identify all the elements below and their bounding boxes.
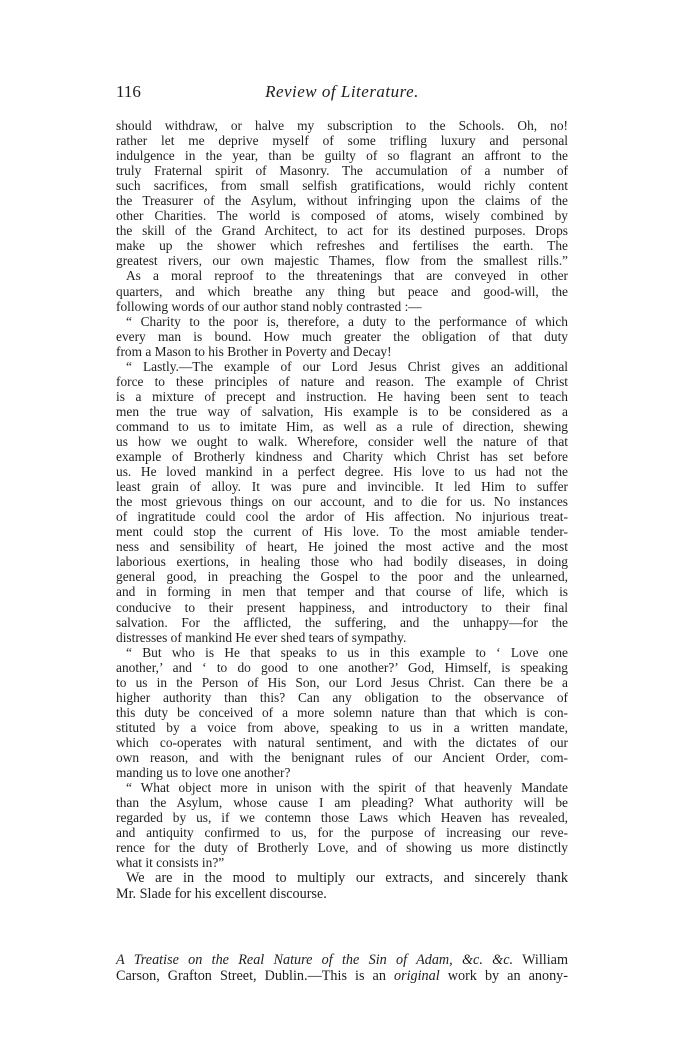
- text-line: own reason, and with the benignant rules of our Ancient Order, com-: [116, 749, 568, 765]
- text-line: We are in the mood to multiply our extracts, and sincerely thank: [126, 870, 568, 887]
- text-line: such sacrifices, from small selfish gratifications, would richly content: [116, 178, 568, 194]
- text-line: general good, in preaching the Gospel to the poor and the unlearned,: [116, 569, 568, 585]
- text-line: regarded by us, if we contemn those Laws which Heaven has revealed,: [116, 810, 568, 826]
- text-line: example of Brotherly kindness and Charity which Christ has set before: [116, 449, 568, 465]
- text-line: following words of our author stand nobly contrasted :—: [116, 298, 422, 314]
- text-line: us how we ought to walk. Wherefore, consider well the nature of that: [116, 433, 568, 449]
- text-line: ment could stop the current of His love. To the most amiable tender-: [116, 524, 568, 540]
- text-line: [116, 952, 568, 968]
- text-line: the most grievous things on our account, and to die for us. No instances: [116, 494, 568, 510]
- body-text: [116, 118, 568, 902]
- text-line: is a mixture of precept and instruction. He having been sent to teach: [116, 388, 568, 404]
- text-line: force to these principles of nature and reason. The example of Christ: [116, 373, 568, 389]
- running-title: Review of Literature.: [265, 82, 419, 101]
- text-line: another,’ and ‘ to do good to one another?’ God, Himself, is speaking: [116, 659, 568, 675]
- closing-review: [116, 952, 568, 984]
- text-line: quarters, and which breathe any thing but peace and good-will, the: [116, 283, 568, 299]
- text-line: higher authority than this? Can any obligation to the observance of: [116, 689, 568, 705]
- text-line: salvation. For the afflicted, the suffering, and the unhappy—for the: [116, 614, 568, 630]
- text-line: “ What object more in unison with the spirit of that heavenly Mandate: [126, 780, 568, 796]
- text-line: the Treasurer of the Asylum, without infringing upon the claims of the: [116, 193, 568, 209]
- text-line: from a Mason to his Brother in Poverty and Decay!: [116, 343, 392, 359]
- text-line: this duty be conceived of a more solemn nature than that which is con-: [116, 704, 568, 720]
- text-line: men the true way of salvation, His example is to be considered as a: [116, 403, 568, 419]
- publisher-text-end: work by an anony-: [439, 968, 568, 984]
- text-line: least grain of alloy. It was pure and invincible. It led Him to suffer: [116, 479, 568, 495]
- text-line: and antiquity confirmed to us, for the purpose of increasing our reve-: [116, 825, 568, 841]
- text-line: of ingratitude could cool the ardor of His affection. No injurious treat-: [116, 509, 568, 525]
- text-line: stituted by a voice from above, speaking to us in a written mandate,: [116, 719, 568, 735]
- text-line: which co-operates with natural sentiment, and with the dictates of our: [116, 734, 568, 750]
- text-line: other Charities. The world is composed of atoms, wisely combined by: [116, 208, 568, 224]
- book-title: A Treatise on the Real Nature of the Sin of Adam, &c. &c.: [116, 952, 514, 968]
- text-line: command to us to imitate Him, as well as a rule of direction, shewing: [116, 418, 568, 434]
- text-line: every man is bound. How much greater the obligation of that duty: [116, 328, 568, 344]
- text-line: “ But who is He that speaks to us in this example to ‘ Love one: [126, 644, 568, 660]
- publisher-text: Carson, Grafton Street, Dublin.—This is an: [116, 968, 394, 984]
- text-line: should withdraw, or halve my subscription to the Schools. Oh, no!: [116, 118, 568, 133]
- publisher-lead: William: [513, 952, 568, 968]
- text-line: us. He loved mankind in a perfect degree. His love to us had not the: [116, 464, 568, 480]
- text-line: rather let me deprive myself of some trifling luxury and personal: [116, 133, 568, 149]
- text-line: [116, 968, 568, 984]
- text-line: indulgence in the year, than be guilty of so flagrant an affront to the: [116, 148, 568, 164]
- text-line: than the Asylum, whose cause I am pleading? What authority will be: [116, 795, 568, 811]
- text-line: conducive to their present happiness, and introductory to their final: [116, 599, 568, 615]
- text-line: manding us to love one another?: [116, 765, 291, 781]
- text-line: the skill of the Grand Architect, to act for its destined purposes. Drops: [116, 223, 568, 239]
- text-line: rence for the duty of Brotherly Love, and of showing us more distinctly: [116, 840, 568, 856]
- text-line: distresses of mankind He ever shed tears of sympathy.: [116, 629, 407, 645]
- text-line: Mr. Slade for his excellent discourse.: [116, 886, 327, 903]
- page-number: 116: [116, 82, 141, 101]
- page-header: [116, 82, 568, 106]
- text-line: ness and sensibility of heart, He joined the most active and the most: [116, 539, 568, 555]
- emphasis-original: original: [393, 968, 440, 984]
- text-line: laborious exertions, in healing those who had bodily diseases, in doing: [116, 554, 568, 570]
- text-line: and in forming in men that temper and that course of life, which is: [116, 584, 568, 600]
- text-line: to us in the Person of His Son, our Lord Jesus Christ. Can there be a: [116, 674, 568, 690]
- text-line: greatest rivers, our own majestic Thames, flow from the smallest rills.”: [116, 253, 568, 269]
- text-line: truly Fraternal spirit of Masonry. The accumulation of a number of: [116, 163, 568, 179]
- text-line: make up the shower which refreshes and fertilises the earth. The: [116, 238, 568, 254]
- text-line: what it consists in?”: [116, 855, 225, 871]
- text-line: “ Lastly.—The example of our Lord Jesus Christ gives an additional: [126, 358, 568, 374]
- text-line: “ Charity to the poor is, therefore, a duty to the performance of which: [126, 313, 568, 329]
- text-line: As a moral reproof to the threatenings that are conveyed in other: [126, 268, 568, 284]
